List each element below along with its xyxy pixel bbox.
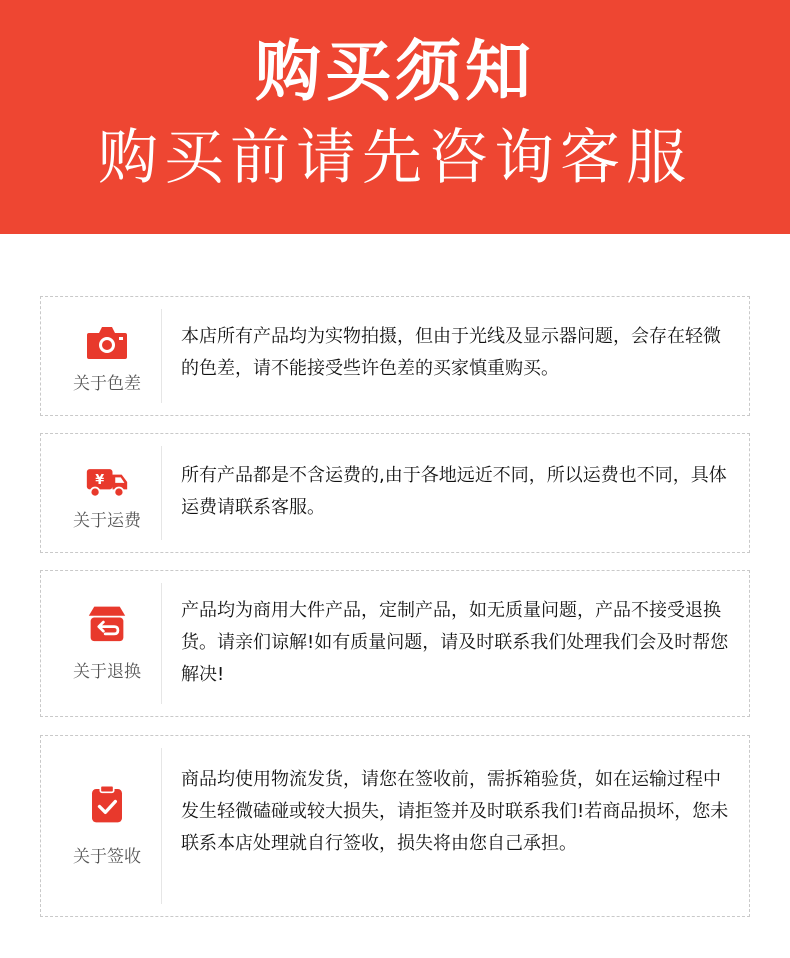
- card-label: 关于运费: [73, 511, 141, 531]
- card-text: 本店所有产品均为实物拍摄，但由于光线及显示器问题，会存在轻微的色差，请不能接受些许色差的买家慎重购买。: [181, 326, 721, 379]
- page-title: 购买须知: [255, 33, 535, 110]
- card-header: [41, 571, 161, 716]
- card-label: 关于色差: [73, 374, 141, 394]
- info-card-shipping: [40, 433, 750, 553]
- card-divider: [161, 446, 162, 540]
- header-banner: [0, 0, 790, 234]
- card-divider: [161, 309, 162, 403]
- info-card-returns: [40, 570, 750, 717]
- page-subtitle: 购买前请先咨询客服: [98, 123, 692, 193]
- info-card-receipt: [40, 735, 750, 917]
- return-box-icon: [85, 603, 129, 643]
- card-text: 产品均为商用大件产品，定制产品，如无质量问题，产品不接受退换货。请亲们谅解!如有质量问题，请及时联系我们处理我们会及时帮您解决!: [181, 600, 729, 685]
- card-label: 关于退换: [73, 662, 141, 682]
- card-header: [41, 297, 161, 415]
- svg-text:¥: ¥: [95, 472, 105, 488]
- info-card-color-difference: [40, 296, 750, 416]
- card-divider: [161, 748, 162, 904]
- card-header: [41, 736, 161, 916]
- card-label: 关于签收: [73, 847, 141, 867]
- card-header: [41, 434, 161, 552]
- delivery-truck-icon: [85, 462, 129, 502]
- card-text: 所有产品都是不含运费的,由于各地远近不同，所以运费也不同，具体运费请联系客服。: [181, 465, 727, 518]
- card-text: 商品均使用物流发货，请您在签收前，需拆箱验货，如在运输过程中发生轻微磕碰或较大损失，请拒签并及时联系我们!若商品损坏，您未联系本店处理就自行签收，损失将由您自己承担。: [181, 769, 729, 854]
- clipboard-check-icon: [85, 784, 129, 824]
- card-divider: [161, 583, 162, 704]
- camera-icon: [85, 323, 129, 363]
